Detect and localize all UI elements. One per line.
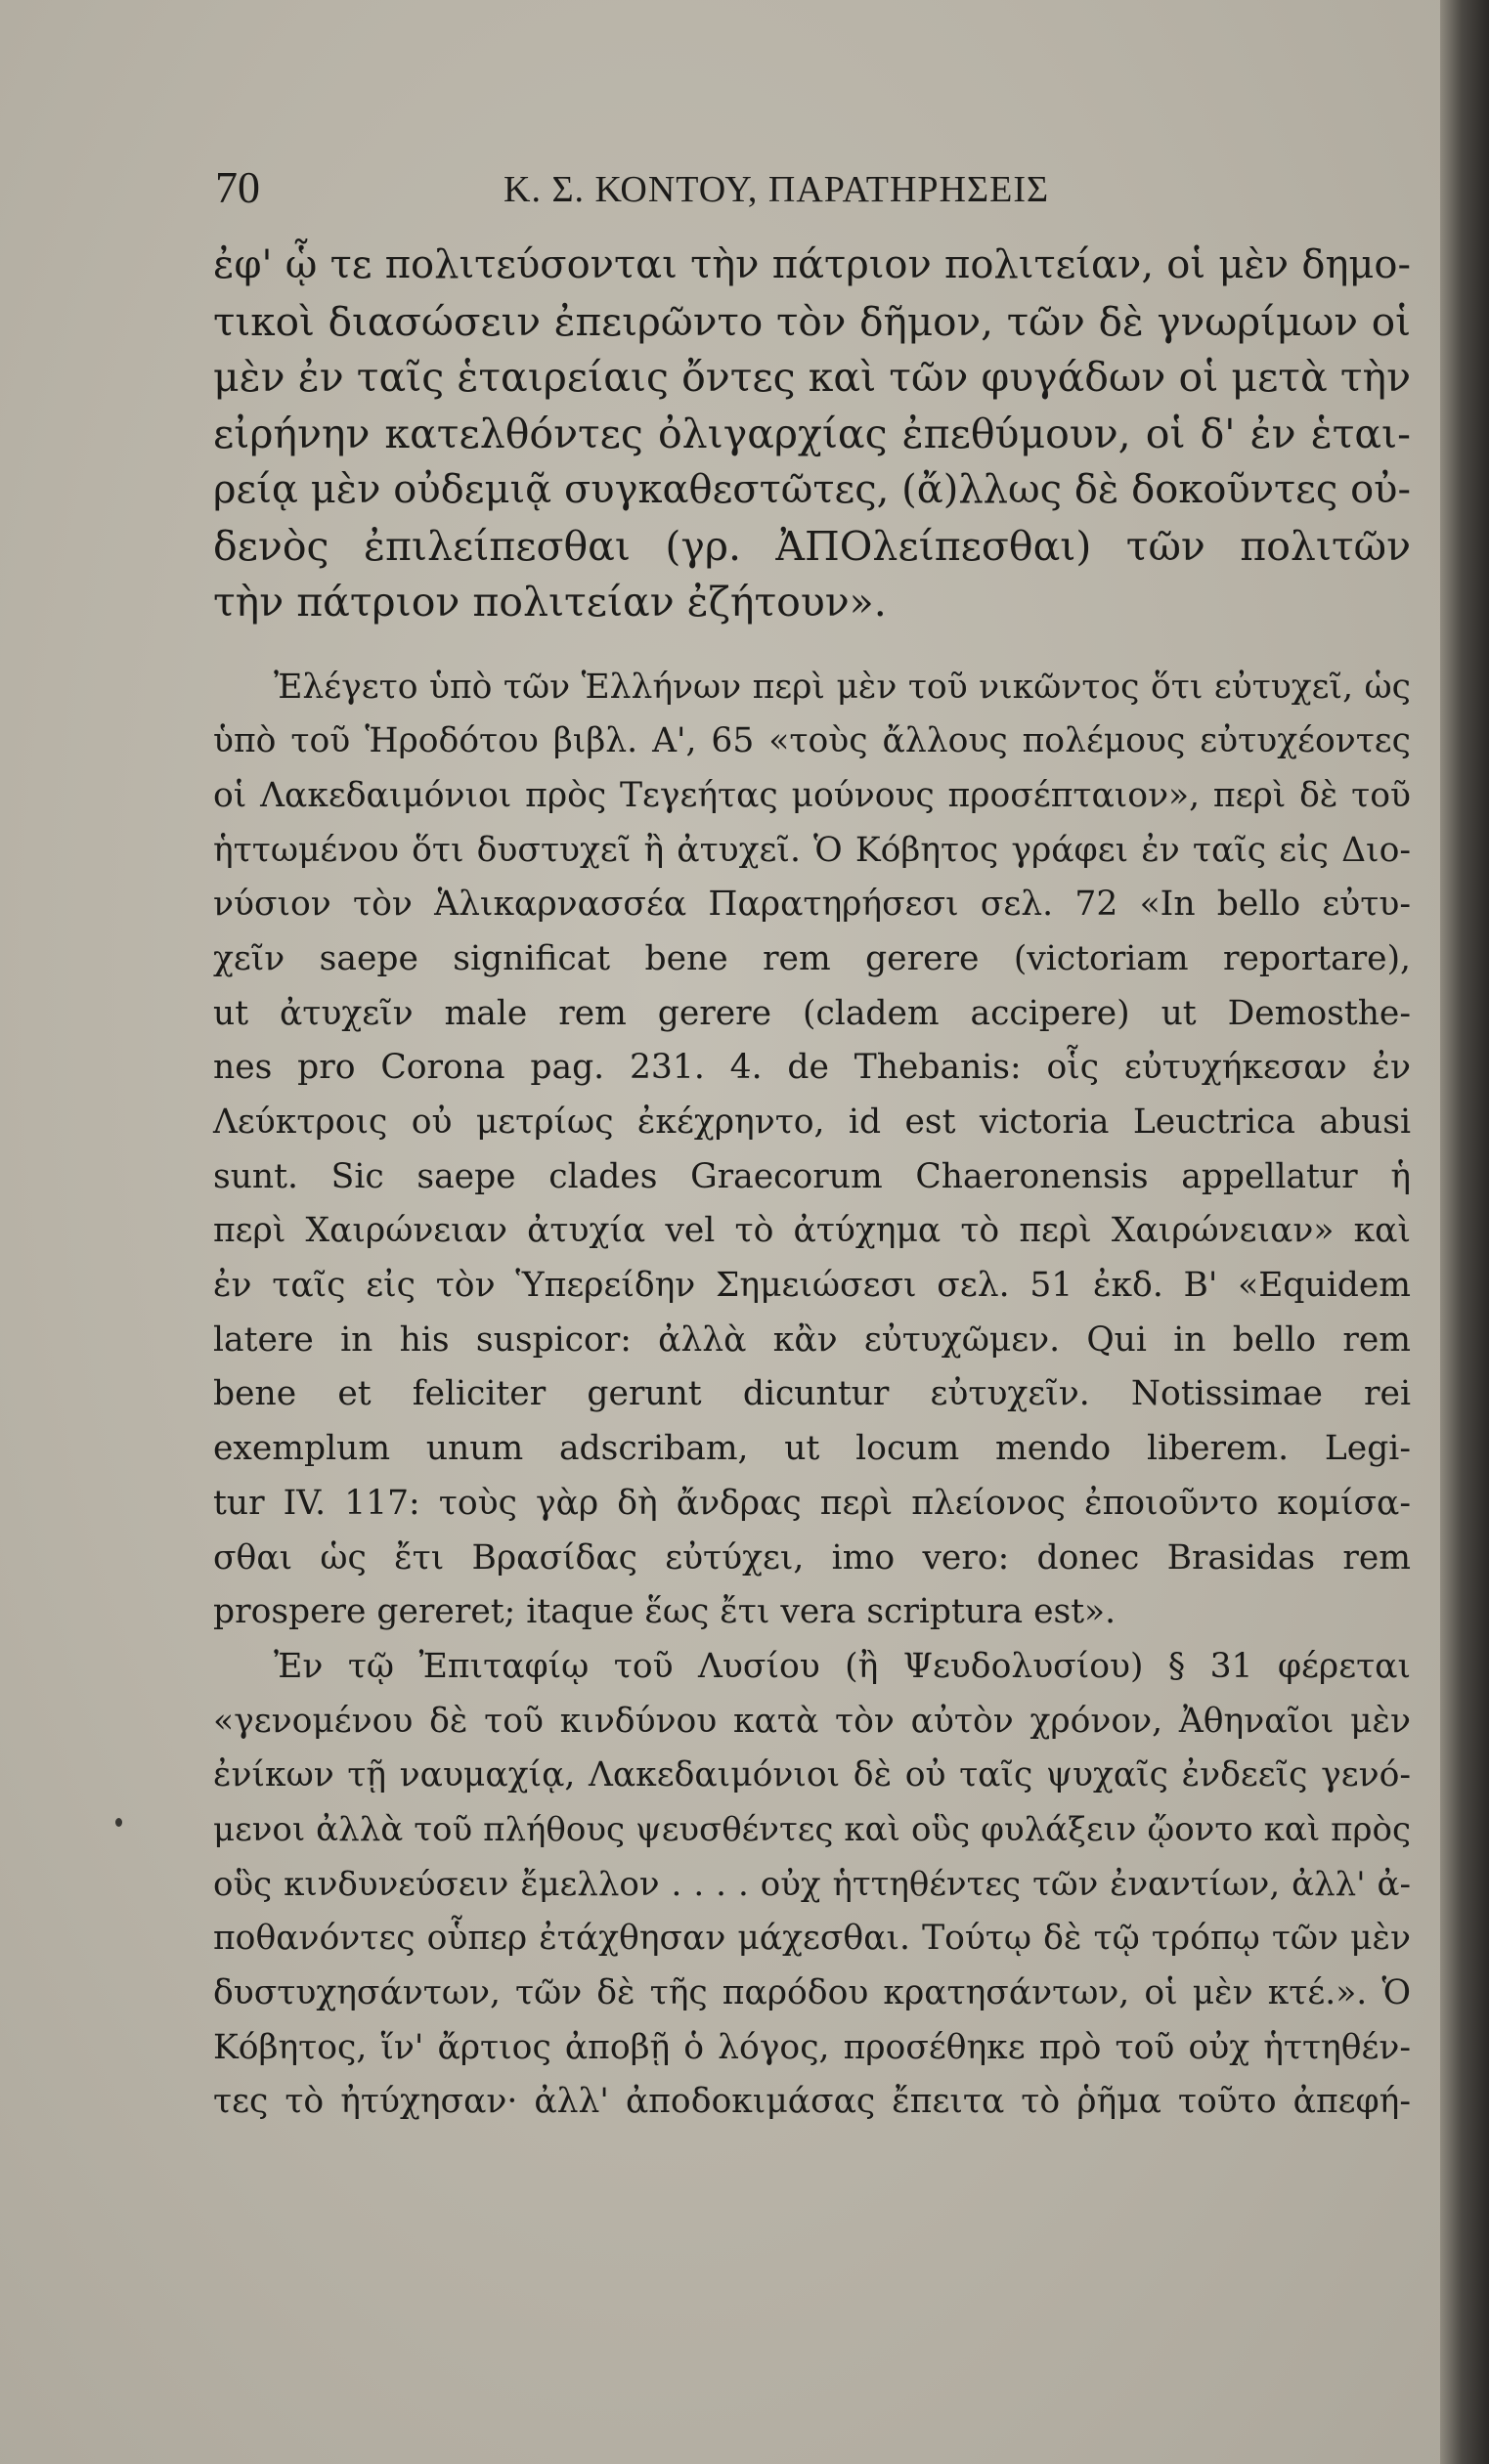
text-line: exemplum unum adscribam, ut locum mendo liberem. Legi- (213, 1429, 1411, 1469)
text-line: «γενομένου δὲ τοῦ κινδύνου κατὰ τὸν αὐτὸν χρόνον, Ἀθηναῖοι μὲν (213, 1701, 1411, 1741)
body-text (213, 238, 1411, 2130)
text-line: ὑπὸ τοῦ Ἡροδότου βιβλ. Α', 65 «τοὺς ἄλλους πολέμους εὐτυχέοντες (213, 721, 1411, 761)
text-line: Κόβητος, ἵν' ἄρτιος ἀποβῇ ὁ λόγος, προσέθηκε πρὸ τοῦ οὐχ ἡττηθέν- (213, 2027, 1411, 2067)
text-line: sunt. Sic saepe clades Graecorum Chaeronensis appellatur ἡ (213, 1156, 1411, 1196)
text-line: οὓς κινδυνεύσειν ἔμελλον . . . . οὐχ ἡττηθέντες τῶν ἐναντίων, ἀλλ' ἀ- (213, 1864, 1411, 1904)
text-line: nes pro Corona pag. 231. 4. de Thebanis: οἷς εὐτυχήκεσαν ἐν (213, 1048, 1411, 1088)
text-line: δενὸς ἐπιλείπεσθαι (γρ. ἈΠΟλείπεσθαι) τῶν πολιτῶν (213, 522, 1411, 570)
text-line: Ἐν τῷ Ἐπιταφίῳ τοῦ Λυσίου (ἢ Ψευδολυσίου) § 31 φέρεται (274, 1646, 1411, 1686)
text-line: σθαι ὡς ἔτι Βρασίδας εὐτύχει, imo vero: donec Brasidas rem (213, 1537, 1411, 1578)
text-line: περὶ Χαιρώνειαν ἀτυχία vel τὸ ἀτύχημα τὸ περὶ Χαιρώνειαν» καὶ (213, 1211, 1411, 1251)
text-line: ἡττωμένου ὅτι δυστυχεῖ ἢ ἀτυχεῖ. Ὁ Κόβητος γράφει ἐν ταῖς εἰς Διο- (213, 830, 1411, 870)
page-header (215, 158, 1418, 217)
text-line: Ἐλέγετο ὑπὸ τῶν Ἑλλήνων περὶ μὲν τοῦ νικῶντος ὅτι εὐτυχεῖ, ὡς (274, 667, 1411, 707)
text-line: prospere gereret; itaque ἕως ἔτι vera scriptura est». (213, 1592, 1117, 1632)
running-title: Κ. Σ. ΚΟΝΤΟΥ, ΠΑΡΑΤΗΡΗΣΕΙΣ (504, 169, 1050, 210)
text-line: ρείᾳ μὲν οὐδεμιᾷ συγκαθεστῶτες, (ἄ)λλως δὲ δοκοῦντες οὐ- (213, 467, 1411, 512)
text-line: δυστυχησάντων, τῶν δὲ τῆς παρόδου κρατησάντων, οἱ μὲν κτέ.». Ὁ (213, 1973, 1411, 2012)
text-line: latere in his suspicor: ἀλλὰ κἂν εὐτυχῶμεν. Qui in bello rem (213, 1319, 1411, 1360)
text-line: tur IV. 117: τοὺς γὰρ δὴ ἄνδρας περὶ πλείονος ἐποιοῦντο κομίσα- (213, 1483, 1411, 1523)
text-line: τες τὸ ἠτύχησαν· ἀλλ' ἀποδοκιμάσας ἔπειτα τὸ ῥῆμα τοῦτο ἀπεφή- (213, 2082, 1411, 2122)
text-line: bene et feliciter gerunt dicuntur εὐτυχεῖν. Notissimae rei (213, 1374, 1411, 1414)
text-line: εἰρήνην κατελθόντες ὀλιγαρχίας ἐπεθύμουν, οἱ δ' ἐν ἑται- (213, 410, 1411, 457)
page-number: 70 (215, 162, 260, 212)
book-spine-edge (1440, 0, 1489, 2464)
paragraph-eutychein (213, 661, 1411, 1640)
text-line: ποθανόντες οὗπερ ἐτάχθησαν μάχεσθαι. Τούτῳ δὲ τῷ τρόπῳ τῶν μὲν (213, 1919, 1411, 1959)
text-line: μὲν ἐν ταῖς ἑταιρείαις ὄντες καὶ τῶν φυγάδων οἱ μετὰ τὴν (213, 354, 1411, 401)
text-line: ἐνίκων τῇ ναυμαχίᾳ, Λακεδαιμόνιοι δὲ οὐ ταῖς ψυχαῖς ἐνδεεῖς γενό- (213, 1755, 1411, 1795)
text-line: ἐφ' ᾧ τε πολιτεύσονται τὴν πάτριον πολιτείαν, οἱ μὲν δημο- (213, 242, 1411, 287)
text-line: τὴν πάτριον πολιτείαν ἐζήτουν». (213, 579, 887, 626)
text-line: μενοι ἀλλὰ τοῦ πλήθους ψευσθέντες καὶ οὓς φυλάξειν ᾤοντο καὶ πρὸς (213, 1809, 1411, 1849)
text-line: χεῖν saepe significat bene rem gerere (victoriam reportare), (213, 938, 1411, 978)
paragraph-epitaphios (213, 1640, 1411, 2130)
text-line: ut ἀτυχεῖν male rem gerere (cladem accipere) ut Demosthe- (213, 993, 1411, 1033)
text-line: οἱ Λακεδαιμόνιοι πρὸς Τεγεήτας μούνους προσέπταιον», περὶ δὲ τοῦ (213, 775, 1411, 815)
paragraph-quote (213, 238, 1411, 631)
ink-speck (115, 1818, 122, 1827)
text-line: νύσιον τὸν Ἁλικαρνασσέα Παρατηρήσεσι σελ. 72 «In bello εὐτυ- (213, 885, 1411, 925)
text-line: ἐν ταῖς εἰς τὸν Ὑπερείδην Σημειώσεσι σελ. 51 ἐκδ. Β' «Equidem (213, 1266, 1411, 1306)
text-line: Λεύκτροις οὐ μετρίως ἐκέχρηντο, id est victoria Leuctrica abusi (213, 1102, 1411, 1142)
text-line: τικοὶ διασώσειν ἐπειρῶντο τὸν δῆμον, τῶν δὲ γνωρίμων οἱ (213, 297, 1411, 345)
